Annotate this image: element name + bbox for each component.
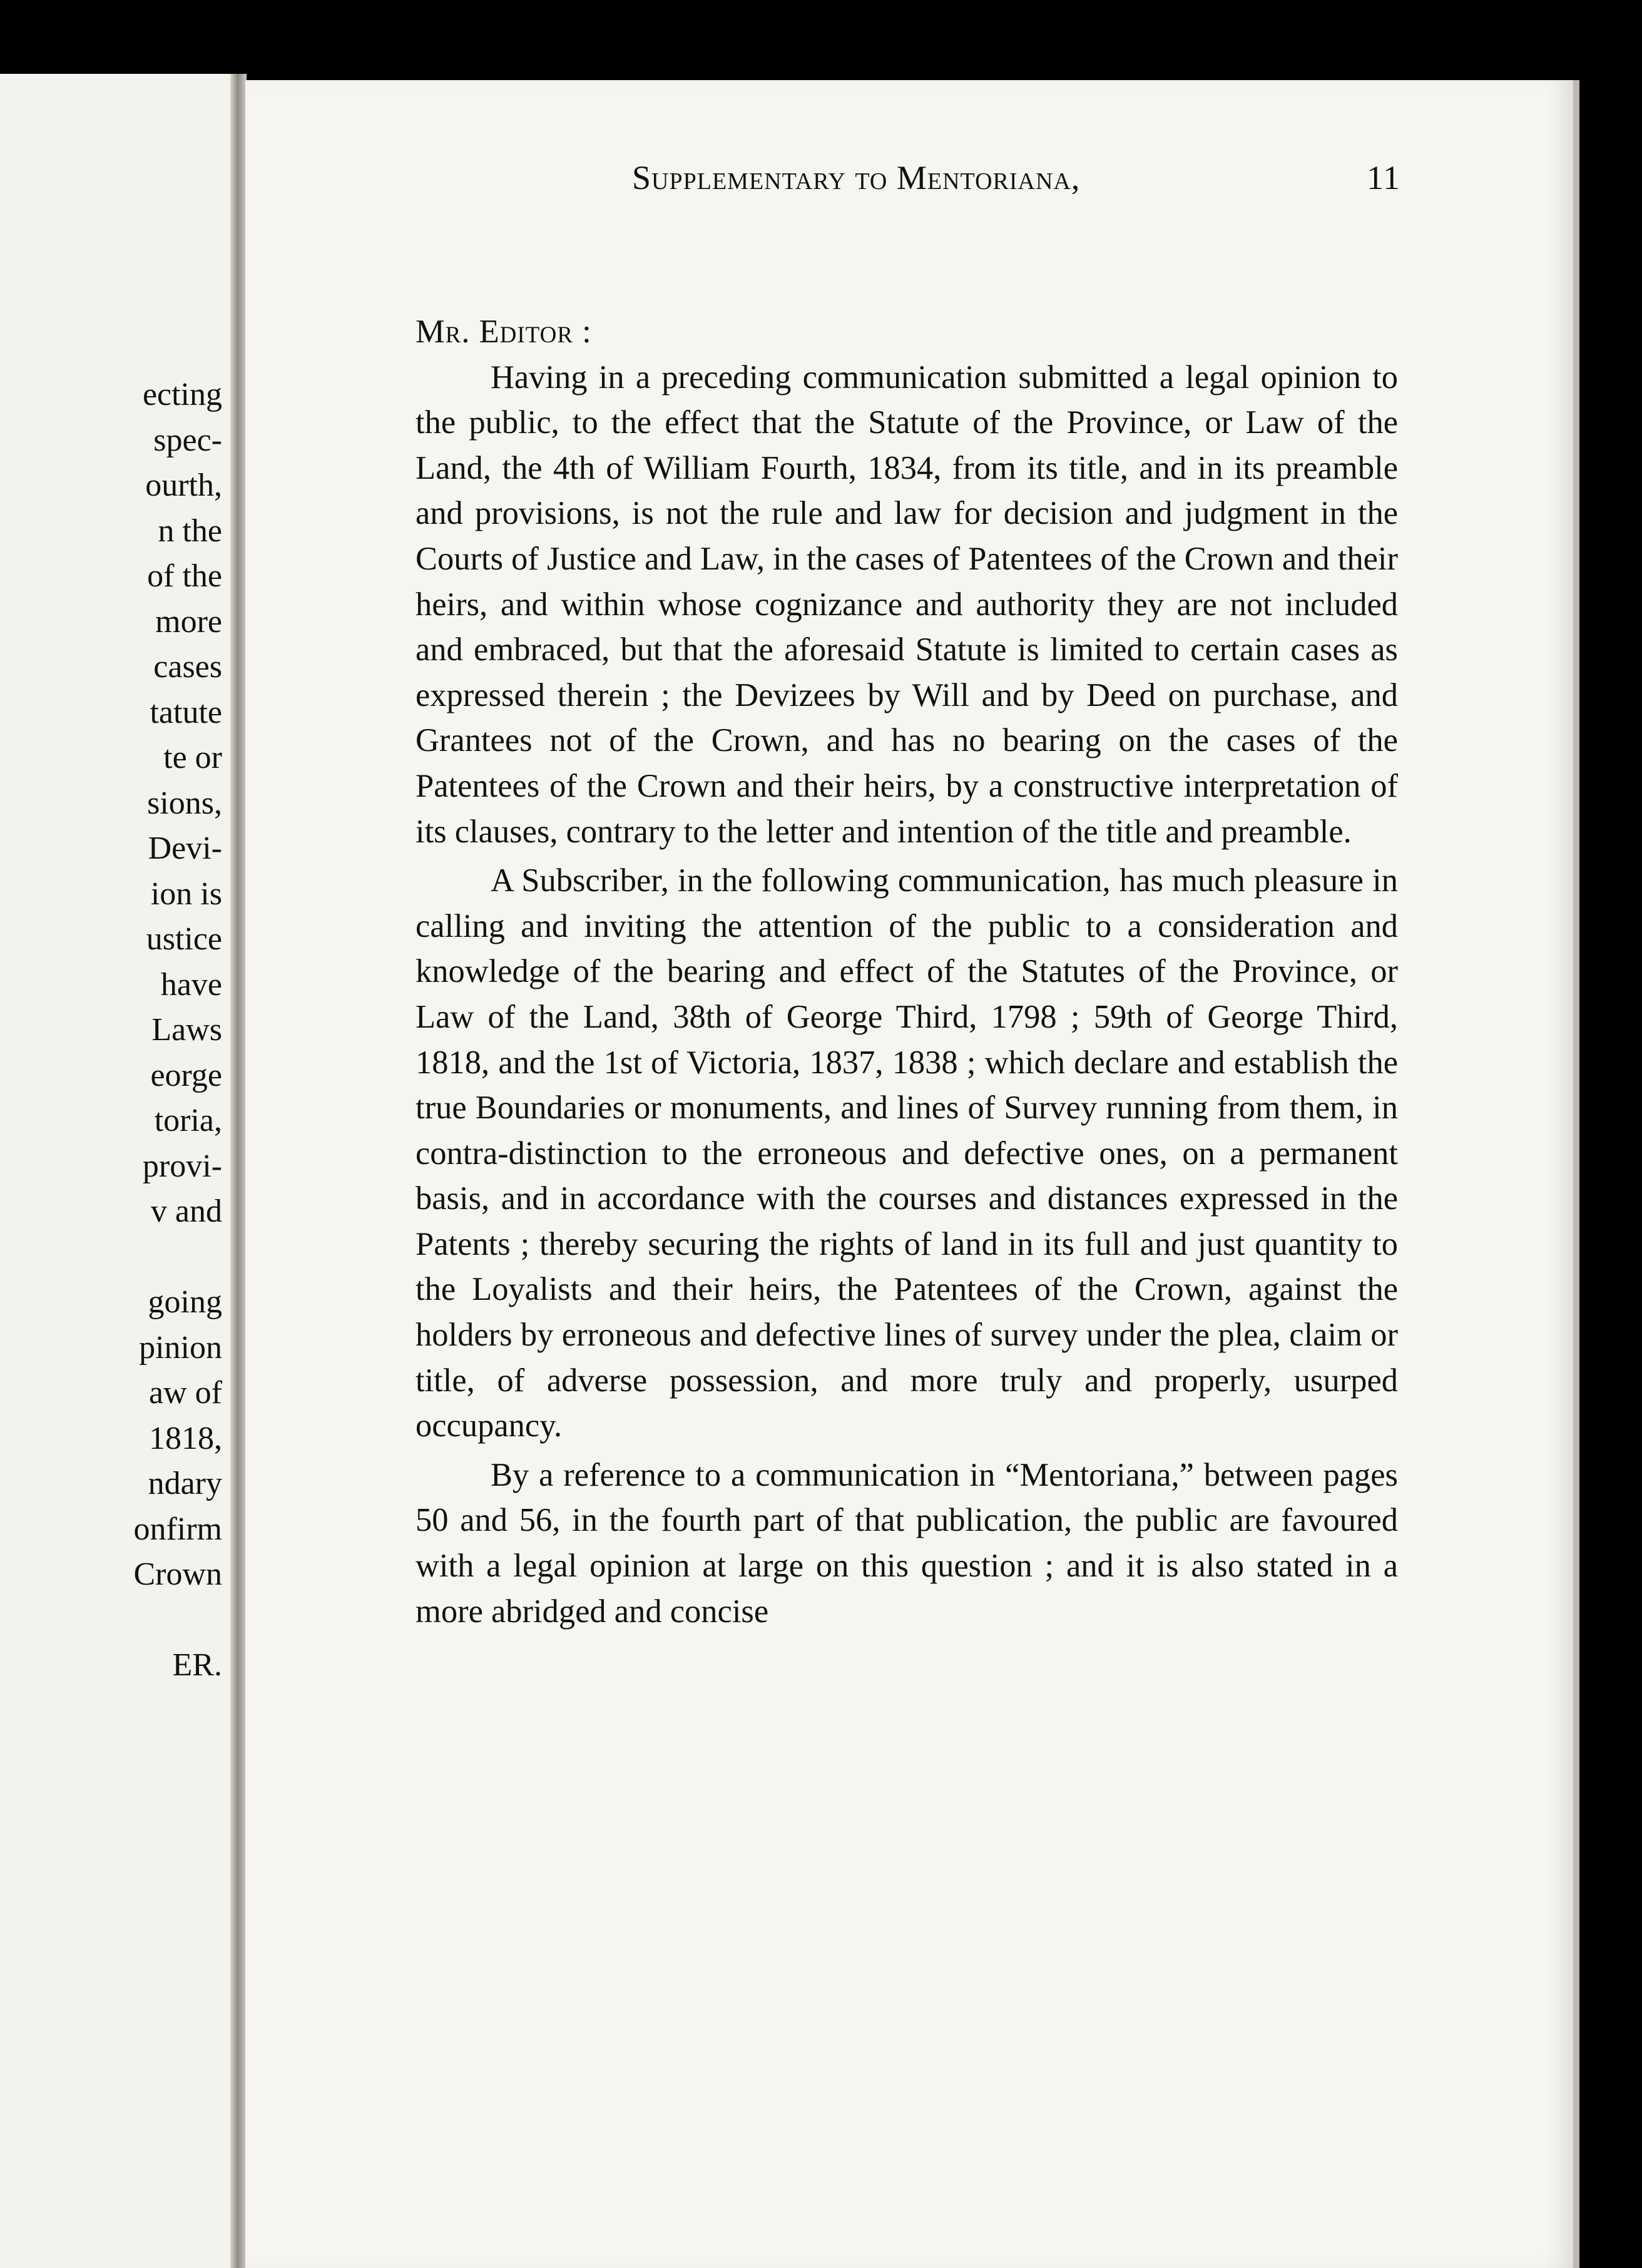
running-head-title: Supplementary to Mentoriana, (632, 159, 1081, 197)
facing-line: ion is (150, 876, 222, 912)
facing-line: toria, (154, 1103, 222, 1138)
page-body (416, 309, 1398, 1638)
facing-page-text (0, 372, 222, 1688)
facing-line: have (160, 966, 222, 1003)
paragraph: Having in a preceding communication submitted a legal opinion to the public, to the effect that the Statute of the Province, or Law of the Land, the 4th of William Fourth, 1834, from its title, and in its preamble and provisions, is not the rule and law for decision and judgment in the Courts of Justice and Law, in the cases of Patentees of the Crown and their heirs, and within whose cognizance and authority they are not included and embraced, but that the aforesaid Statute is limited to certain cases as expressed therein ; the Devizees by Will and by Deed on purchase, and Grantees not of the Crown, and has no bearing on the cases of the Patentees of the Crown and their heirs, by a constructive interpretation of its clauses, contrary to the letter and intention of the title and preamble. (416, 359, 1398, 850)
facing-line: spec- (153, 422, 222, 458)
facing-line: onfirm (133, 1511, 222, 1547)
facing-line: pinion (139, 1329, 222, 1366)
facing-line: more (155, 603, 222, 640)
facing-line: Laws (151, 1012, 222, 1048)
facing-line: aw of (149, 1375, 222, 1411)
salutation: Mr. Editor : (416, 314, 592, 350)
paragraph: By a reference to a communication in “Mentoriana,” between pages 50 and 56, in the fourth part of that publication, the public are favoured with a legal opinion at large on this question ; and it is also stated in a more abridged and concise (416, 1456, 1398, 1630)
facing-line: 1818, (149, 1420, 222, 1456)
facing-line: of the (147, 558, 222, 594)
facing-line (0, 1598, 222, 1643)
facing-line: provi- (142, 1148, 222, 1184)
facing-line: n the (158, 513, 222, 549)
facing-line: Devi- (148, 830, 222, 866)
facing-line: tatute (150, 694, 222, 730)
facing-line: ER. (172, 1647, 222, 1683)
facing-line: sions, (147, 785, 222, 821)
facing-line: cases (153, 649, 222, 685)
facing-line: going (148, 1284, 222, 1320)
facing-line: ustice (146, 921, 222, 957)
facing-line: ecting (142, 377, 222, 412)
facing-line: ndary (148, 1466, 222, 1501)
facing-line: te or (163, 740, 222, 775)
facing-line: v and (150, 1193, 222, 1229)
facing-line: Crown (133, 1556, 222, 1592)
facing-page (0, 74, 233, 2268)
book-gutter (230, 74, 247, 2268)
facing-line: eorge (150, 1057, 222, 1093)
facing-line (0, 1235, 222, 1280)
facing-line: ourth, (145, 467, 222, 503)
paragraph: A Subscriber, in the following communication, has much pleasure in calling and inviting the attention of the public to a consideration and knowledge of the bearing and effect of the Statutes of the Province, or Law of the Land, 38th of George Third, 1798 ; 59th of George Third, 1818, and the 1st of Victoria, 1837, 1838 ; which declare and establish the true Boundaries or monuments, and lines of Survey running from them, in contra-distinction to the erroneous and defective ones, on a permanent basis, and in accordance with the courses and distances expressed in the Patents ; thereby securing the rights of land in its full and just quantity to the Loyalists and their heirs, the Patentees of the Crown, against the holders by erroneous and defective lines of survey under the plea, claim or title, of adverse possession, and more truly and properly, usurped occupancy. (416, 862, 1398, 1444)
running-head (387, 158, 1400, 208)
page-number: 11 (1367, 159, 1400, 197)
